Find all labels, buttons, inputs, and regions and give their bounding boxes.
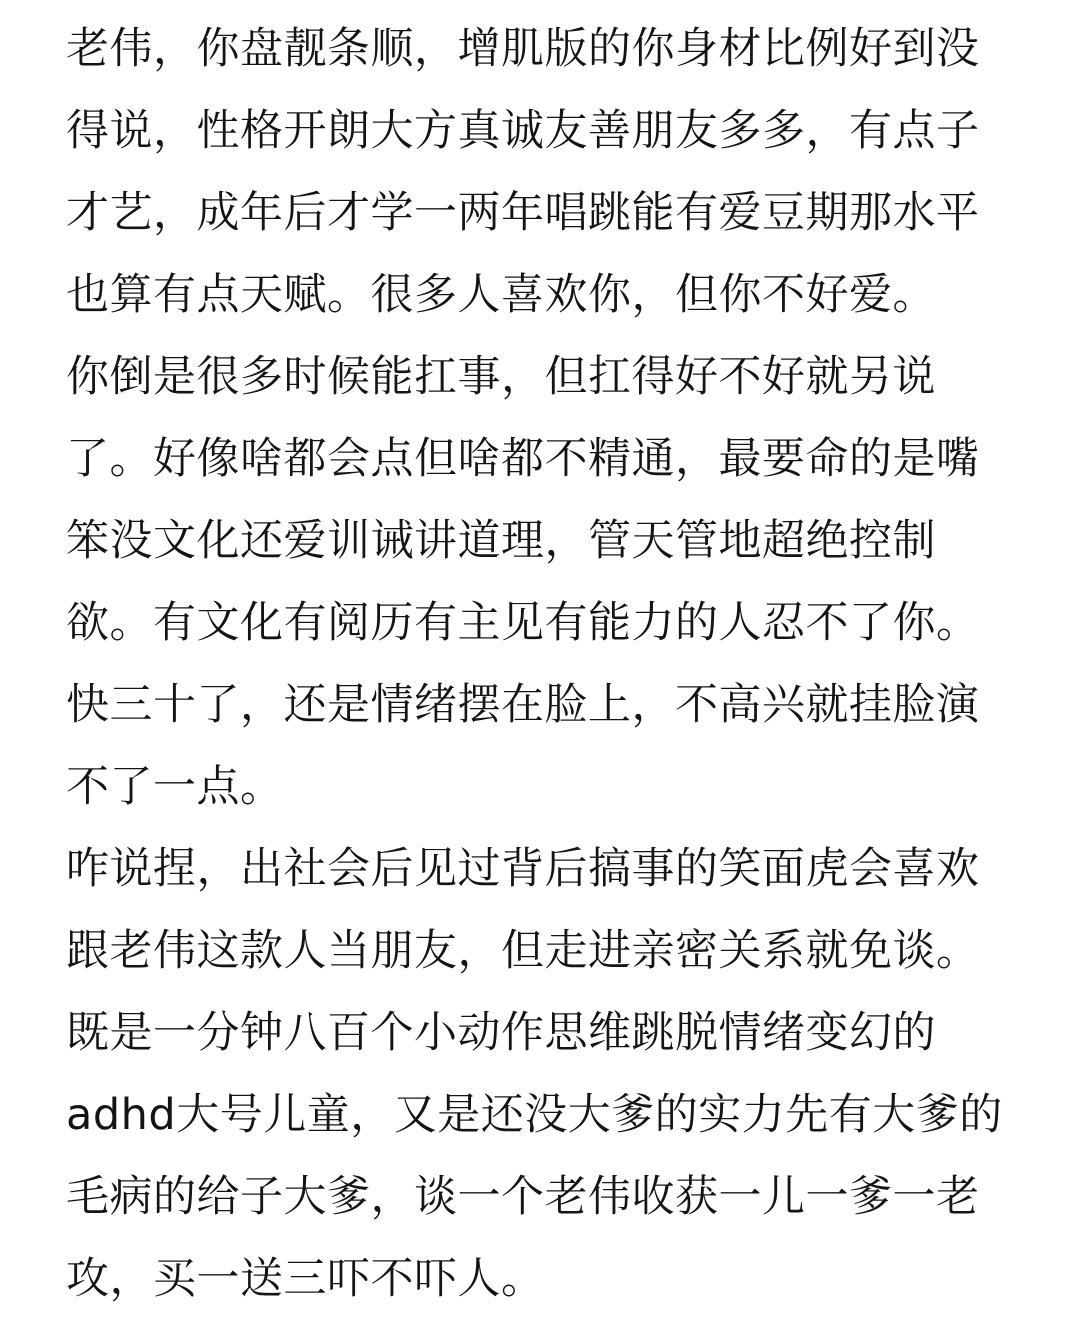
post-body [66, 8, 1016, 1320]
text-line: 得说，性格开朗大方真诚友善朋友多多，有点子 [66, 106, 980, 156]
text-line: 了。好像啥都会点但啥都不精通，最要命的是嘴 [66, 434, 980, 484]
text-line: 欲。有文化有阅历有主见有能力的人忍不了你。 [66, 598, 980, 648]
text-line: 既是一分钟八百个小动作思维跳脱情绪变幻的 [66, 1008, 936, 1058]
text-line: adhd大号儿童，又是还没大爹的实力先有大爹的 [66, 1090, 1003, 1140]
text-line: 不了一点。 [66, 762, 284, 812]
text-line: 老伟，你盘靓条顺，增肌版的你身材比例好到没 [66, 24, 980, 74]
text-line: 跟老伟这款人当朋友，但走进亲密关系就免谈。 [66, 926, 980, 976]
text-line: 咋说捏，出社会后见过背后搞事的笑面虎会喜欢 [66, 844, 980, 894]
text-line: 毛病的给子大爹，谈一个老伟收获一儿一爹一老 [66, 1172, 980, 1222]
text-line: 笨没文化还爱训诫讲道理，管天管地超绝控制 [66, 516, 936, 566]
text-line: 你倒是很多时候能扛事，但扛得好不好就另说 [66, 352, 936, 402]
text-line: 快三十了，还是情绪摆在脸上，不高兴就挂脸演 [66, 680, 980, 730]
text-line: 才艺，成年后才学一两年唱跳能有爱豆期那水平 [66, 188, 980, 238]
text-line: 也算有点天赋。很多人喜欢你，但你不好爱。 [66, 270, 936, 320]
text-line: 攻，买一送三吓不吓人。 [66, 1254, 545, 1304]
